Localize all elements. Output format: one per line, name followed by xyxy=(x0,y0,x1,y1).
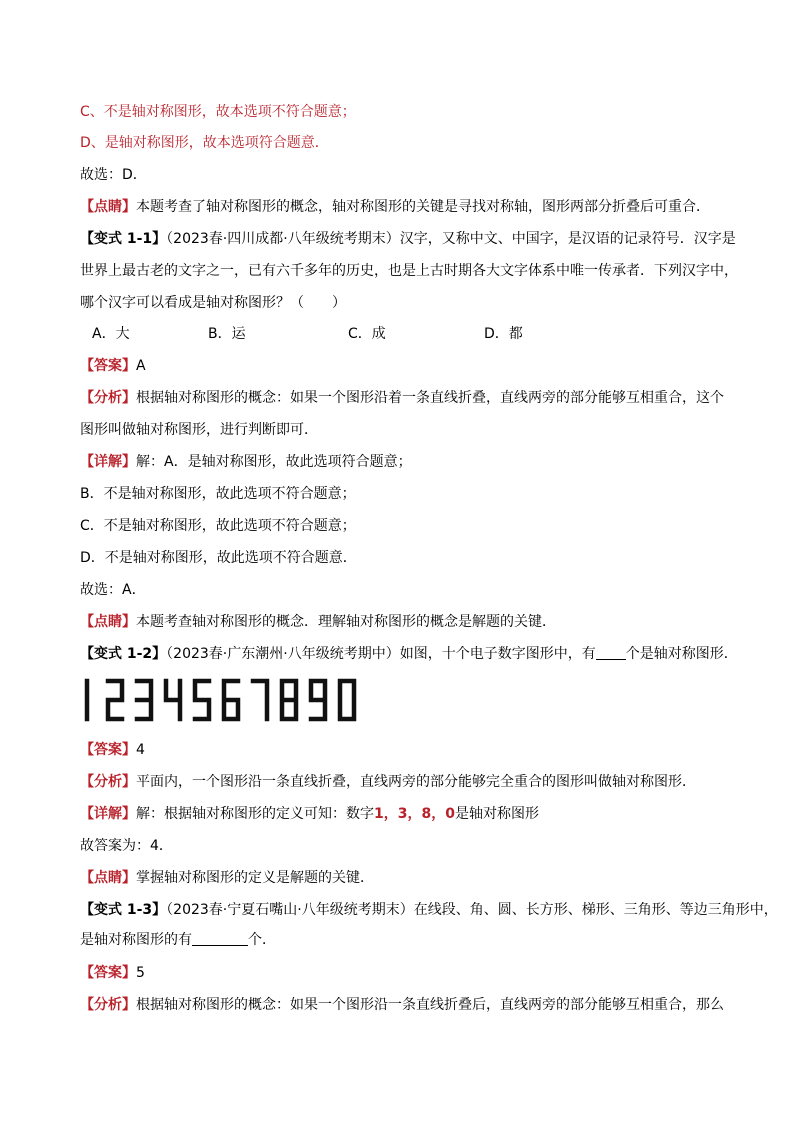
detail-text: C．不是轴对称图形，故此选项不符合题意； xyxy=(80,518,356,534)
detail-text: B．不是轴对称图形，故此选项不符合题意； xyxy=(80,486,356,502)
question-text: 个． xyxy=(248,932,276,948)
question-text: （2023春·广东潮州·八年级统考期中）如图，十个电子数字图形中，有 xyxy=(166,646,596,662)
note-text: 本题考查了轴对称图形的概念，轴对称图形的关键是寻找对称轴，图形两部分折叠后可重合． xyxy=(136,199,710,215)
detail-line xyxy=(80,452,412,472)
digit-3 xyxy=(137,681,151,719)
result-line: 故答案为：4． xyxy=(80,838,173,854)
answer-value: 4 xyxy=(136,742,145,758)
text-line: D、是轴对称图形，故本选项符合题意． xyxy=(80,135,329,151)
seven-segment-digits-figure xyxy=(80,678,370,724)
detail-numbers: 1，3，8，0 xyxy=(374,806,455,822)
note-line xyxy=(80,868,374,888)
analysis-text: 图形叫做轴对称图形，进行判断即可． xyxy=(80,422,318,438)
detail-line xyxy=(80,804,539,824)
digit-0 xyxy=(340,681,354,719)
note-line xyxy=(80,612,556,632)
question-tag: 【变式 1-3】 xyxy=(80,902,167,918)
detail-text: 解：A．是轴对称图形，故此选项符合题意； xyxy=(136,454,412,470)
digit-2 xyxy=(108,681,122,719)
question-text: （2023春·四川成都·八年级统考期末）汉字，又称中文、中国字，是汉语的记录符号．汉字是 xyxy=(166,231,736,247)
analysis-tag: 【分析】 xyxy=(80,390,136,406)
digit-6 xyxy=(224,681,238,719)
choice-line: 故选：A． xyxy=(80,582,146,598)
digit-5 xyxy=(195,681,209,719)
digit-4 xyxy=(166,681,180,719)
question-1-3 xyxy=(80,900,778,920)
question-1-1 xyxy=(80,229,736,249)
question-text: 个是轴对称图形． xyxy=(625,646,738,662)
analysis-line xyxy=(80,772,696,792)
detail-text: 是轴对称图形 xyxy=(454,806,539,822)
answer-value: 5 xyxy=(136,965,145,981)
analysis-text: 平面内，一个图形沿一条直线折叠，直线两旁的部分能够完全重合的图形叫做轴对称图形． xyxy=(136,774,696,790)
detail-text: 解：根据轴对称图形的定义可知：数字 xyxy=(136,806,374,822)
question-text: 世界上最古老的文字之一，已有六千多年的历史，也是上古时期各大文字体系中唯一传承者．下列汉字中， xyxy=(80,263,738,279)
question-text: （2023春·宁夏石嘴山·八年级统考期末）在线段、角、圆、长方形、梯形、三角形、等边三角形中， xyxy=(166,902,778,918)
answer-line xyxy=(80,740,145,760)
option-b: B．运 xyxy=(208,326,246,342)
detail-text: D．不是轴对称图形，故此选项不符合题意． xyxy=(80,550,357,566)
answer-tag: 【答案】 xyxy=(80,358,136,374)
analysis-text: 根据轴对称图形的概念：如果一个图形沿一条直线折叠后，直线两旁的部分能够互相重合，那么 xyxy=(136,997,724,1013)
answer-value: A xyxy=(136,358,146,374)
analysis-line xyxy=(80,995,724,1015)
digit-9 xyxy=(311,681,325,719)
question-1-2 xyxy=(80,644,738,664)
note-text: 掌握轴对称图形的定义是解题的关键． xyxy=(136,870,374,886)
note-tag: 【点睛】 xyxy=(80,870,136,886)
note-line xyxy=(80,197,710,217)
option-a: A．大 xyxy=(92,326,130,342)
detail-tag: 【详解】 xyxy=(80,454,136,470)
analysis-line xyxy=(80,388,724,408)
question-text: 是轴对称图形的有 xyxy=(80,932,192,948)
text-line: C、不是轴对称图形，故本选项不符合题意； xyxy=(80,104,356,120)
option-d: D．都 xyxy=(484,326,523,342)
question-text xyxy=(80,930,276,950)
digit-7 xyxy=(253,681,267,719)
detail-tag: 【详解】 xyxy=(80,806,136,822)
note-text: 本题考查轴对称图形的概念．理解轴对称图形的概念是解题的关键． xyxy=(136,614,556,630)
answer-line xyxy=(80,356,146,376)
answer-tag: 【答案】 xyxy=(80,742,136,758)
note-tag: 【点睛】 xyxy=(80,199,136,215)
question-tag: 【变式 1-1】 xyxy=(80,231,167,247)
analysis-text: 根据轴对称图形的概念：如果一个图形沿着一条直线折叠，直线两旁的部分能够互相重合，这个 xyxy=(136,390,724,406)
analysis-tag: 【分析】 xyxy=(80,774,136,790)
answer-blank xyxy=(596,645,626,660)
question-tag: 【变式 1-2】 xyxy=(80,646,167,662)
option-c: C．成 xyxy=(348,326,386,342)
answer-tag: 【答案】 xyxy=(80,965,136,981)
digit-8 xyxy=(282,681,296,719)
analysis-tag: 【分析】 xyxy=(80,997,136,1013)
text-line: 故选：D． xyxy=(80,167,147,183)
answer-line xyxy=(80,963,145,983)
answer-blank xyxy=(192,931,248,946)
question-text: 哪个汉字可以看成是轴对称图形？（ ） xyxy=(80,295,346,311)
note-tag: 【点睛】 xyxy=(80,614,136,630)
